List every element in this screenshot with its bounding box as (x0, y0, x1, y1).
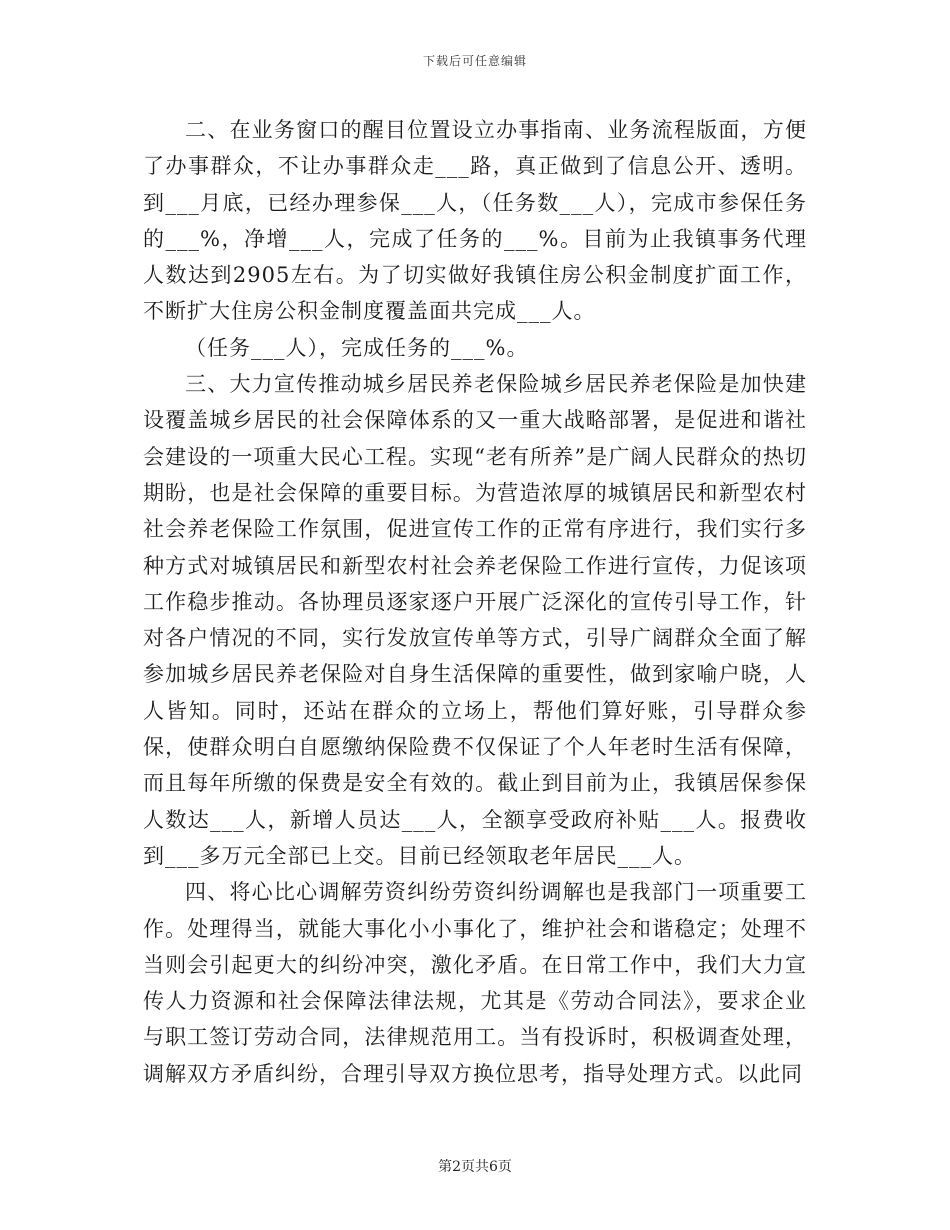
paragraph-section-four: 四、将心比心调解劳资纠纷劳资纠纷调解也是我部门一项重要工作。处理得当，就能大事化小小事化了，维护社会和谐稳定；处理不当则会引起更大的纠纷冲突，激化矛盾。在日常工作中，我们大力宣传人力资源和社会保障法律法规，尤其是《劳动合同法》，要求企业与职工签订劳动合同，法律规范用工。当有投诉时，积极调查处理，调解双方矛盾纠纷，合理引导双方换位思考，指导处理方式。以此同 (143, 880, 807, 1086)
paragraph-section-two: 二、在业务窗口的醒目位置设立办事指南、业务流程版面，方便了办事群众，不让办事群众走___路，真正做到了信息公开、透明。到___月底，已经办理参保___人，（任务数___人），完成市参保任务的___%，净增___人，完成了任务的___%。目前为止我镇事务代理人数达到2905左右。为了切实做好我镇住房公积金制度扩面工作，不断扩大住房公积金制度覆盖面共完成___人。 (143, 118, 807, 324)
page-header: 下载后可任意编辑 (422, 54, 527, 68)
paragraph-section-three: 三、大力宣传推动城乡居民养老保险城乡居民养老保险是加快建设覆盖城乡居民的社会保障体系的又一重大战略部署，是促进和谐社会建设的一项重大民心工程。实现“老有所养”是广阔人民群众的热切期盼，也是社会保障的重要目标。为营造浓厚的城镇居民和新型农村社会养老保险工作氛围，促进宣传工作的正常有序进行，我们实行多种方式对城镇居民和新型农村社会养老保险工作进行宣传，力促该项工作稳步推动。各协理员逐家逐户开展广泛深化的宣传引导工作，针对各户情况的不同，实行发放宣传单等方式，引导广阔群众全面了解参加城乡居民养老保险对自身生活保障的重要性，做到家喻户晓，人人皆知。同时，还站在群众的立场上，帮他们算好账，引导群众参保，使群众明白自愿缴纳保险费不仅保证了个人年老时生活有保障，而且每年所缴的保费是安全有效的。截止到目前为止，我镇居保参保人数达___人，新增人员达___人，全额享受政府补贴___人。报费收到___多万元全部已上交。目前已经领取老年居民___人。 (143, 372, 807, 868)
paragraph-task-note: （任务___人），完成任务的___%。 (185, 335, 529, 360)
page-number: 第2页共6页 (438, 1159, 512, 1175)
document-body (143, 112, 807, 1092)
